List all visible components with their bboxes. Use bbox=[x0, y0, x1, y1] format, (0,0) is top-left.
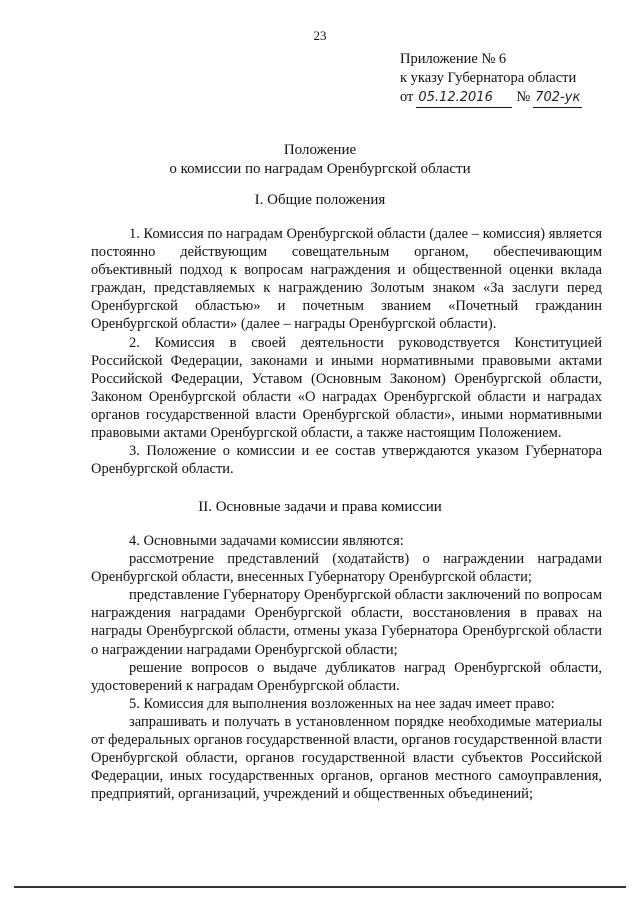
paragraph: 1. Комиссия по наградам Оренбургской области (далее – комиссия) является постоянно действующим совещательным органом, обеспечивающим объективный подход к вопросам награждения и общественной оценки вклада граждан, представляемых к награждению Золотым знаком «За заслуги перед Оренбургской областью» и почетным званием «Почетный гражданин Оренбургской области» (далее – награды Оренбургской области). bbox=[91, 226, 602, 333]
section-1-heading: I. Общие положения bbox=[254, 192, 386, 208]
paragraph: представление Губернатору Оренбургской области заключений по вопросам награждения наградами Оренбургской области, восстановления в правах на награды Оренбургской области, отмены указа Губернатора Оренбургской области о награждении наградами Оренбургской области; bbox=[91, 587, 602, 658]
number-sign: № bbox=[516, 89, 531, 105]
paragraph: решение вопросов о выдаче дубликатов наград Оренбургской области, удостоверений к наградам Оренбургской области. bbox=[91, 659, 602, 694]
paragraph: запрашивать и получать в установленном порядке необходимые материалы от федеральных органов государственной власти, органов государственной власти Оренбургской области, органов государственной власти субъектов Российской Федерации, иных государственных органов, органов местного самоуправления, предприятий, организаций, учреждений и общественных объединений; bbox=[91, 713, 602, 803]
paragraph: 3. Положение о комиссии и ее состав утверждаются указом Губернатора Оренбургской области. bbox=[91, 443, 602, 478]
section-2-heading: II. Основные задачи и права комиссии bbox=[198, 499, 442, 515]
handwritten-date: 05.12.2016 bbox=[416, 88, 512, 108]
appendix-signature-line bbox=[400, 88, 582, 108]
document-title bbox=[0, 141, 640, 179]
section-2-body bbox=[91, 532, 602, 803]
paragraph: рассмотрение представлений (ходатайств) о награждении наградами Оренбургской области, внесенных Губернатору Оренбургской области; bbox=[91, 551, 602, 586]
appendix-date-prefix: от bbox=[400, 89, 414, 105]
section-1-body bbox=[91, 225, 602, 478]
appendix-line-2: к указу Губернатора области bbox=[400, 70, 577, 86]
handwritten-number: 702-ук bbox=[533, 88, 582, 108]
page-number: 23 bbox=[313, 28, 327, 43]
paragraph: 5. Комиссия для выполнения возложенных на нее задач имеет право: bbox=[129, 695, 555, 712]
appendix-line-1: Приложение № 6 bbox=[400, 51, 507, 67]
appendix-block bbox=[400, 50, 582, 108]
paragraph: 2. Комиссия в своей деятельности руководствуется Конституцией Российской Федерации, законами и иными нормативными правовыми актами Российской Федерации, Уставом (Основным Законом) Оренбургской области, Законом Оренбургской области «О наградах Оренбургской области и наградах органов государственной власти Оренбургской области», иными нормативными правовыми актами Оренбургской области, а также настоящим Положением. bbox=[91, 334, 602, 442]
paragraph: 4. Основными задачами комиссии являются: bbox=[129, 533, 404, 549]
bottom-border-line bbox=[14, 886, 626, 888]
document-title-line-2: о комиссии по наградам Оренбургской области bbox=[169, 161, 471, 177]
document-title-line-1: Положение bbox=[283, 142, 357, 158]
